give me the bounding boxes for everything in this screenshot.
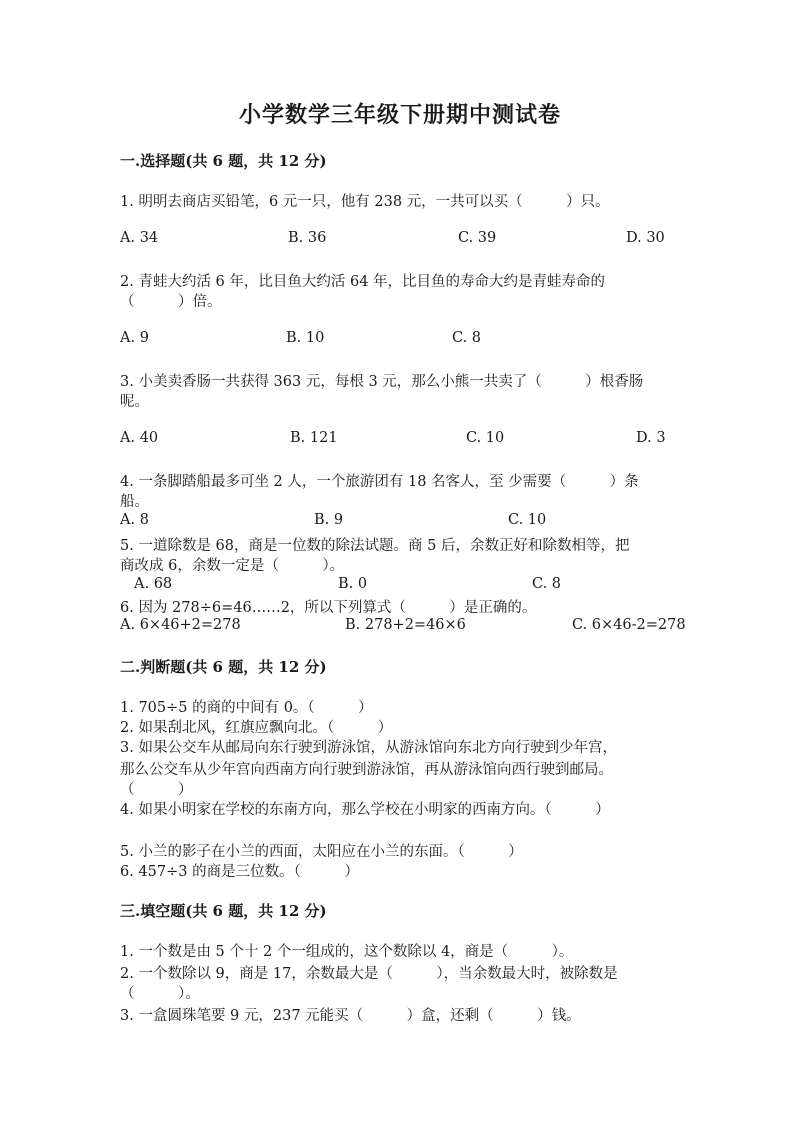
fill-blank-line: 1. 一个数是由 5 个十 2 个一组成的，这个数除以 4，商是（ ）。 (120, 944, 574, 960)
option-d: D. 3 (636, 430, 666, 446)
option-b: B. 36 (288, 230, 327, 246)
question-text: 1. 明明去商店买铅笔，6 元一只，他有 238 元，一共可以买（ ）只。 (120, 194, 610, 210)
option-b: B. 121 (290, 430, 338, 446)
judgment-line: 5. 小兰的影子在小兰的西面，太阳应在小兰的东面。（ ） (120, 844, 523, 860)
option-a: A. 40 (120, 430, 159, 446)
question-text: 6. 因为 278÷6=46……2，所以下列算式（ ）是正确的。 (120, 600, 537, 616)
judgment-line: 那么公交车从少年宫向西南方向行驶到游泳馆，再从游泳馆向西行驶到邮局。 (120, 762, 613, 778)
section-heading-fill-blank: 三.填空题(共 6 题，共 12 分) (120, 902, 327, 920)
judgment-line: 2. 如果刮北风，红旗应飘向北。（ ） (120, 720, 393, 736)
question-text: 2. 青蛙大约活 6 年，比目鱼大约活 64 年，比目鱼的寿命大约是青蛙寿命的 (120, 274, 606, 290)
option-c: C. 8 (532, 576, 562, 592)
option-a: A. 9 (120, 330, 149, 346)
fill-blank-line: 3. 一盒圆珠笔要 9 元，237 元能买（ ）盒，还剩（ ）钱。 (120, 1008, 581, 1024)
question-text: 呢。 (120, 394, 149, 410)
judgment-line: 4. 如果小明家在学校的东南方向，那么学校在小明家的西南方向。（ ） (120, 802, 610, 818)
option-a: A. 8 (120, 512, 149, 528)
judgment-line: （ ） (120, 782, 193, 798)
question-text: 3. 小美卖香肠一共获得 363 元，每根 3 元，那么小熊一共卖了（ ）根香肠 (120, 374, 644, 390)
question-text: 商改成 6，余数一定是（ ）。 (120, 558, 345, 574)
option-b: B. 10 (286, 330, 325, 346)
option-b: B. 0 (338, 576, 368, 592)
page-title: 小学数学三年级下册期中测试卷 (238, 102, 561, 128)
option-b: B. 278+2=46×6 (345, 617, 466, 633)
option-a: A. 6×46+2=278 (120, 617, 241, 633)
question-text: 4. 一条脚踏船最多可坐 2 人，一个旅游团有 18 名客人，至 少需要（ ）条 (120, 474, 639, 490)
option-c: C. 8 (452, 330, 482, 346)
question-text: 船。 (120, 494, 149, 510)
option-a: A. 68 (134, 576, 173, 592)
question-text: （ ）倍。 (120, 294, 222, 310)
option-c: C. 10 (508, 512, 547, 528)
section-heading-judgment: 二.判断题(共 6 题，共 12 分) (120, 658, 327, 676)
judgment-line: 6. 457÷3 的商是三位数。（ ） (120, 864, 359, 880)
option-a: A. 34 (120, 230, 159, 246)
option-c: C. 10 (466, 430, 505, 446)
option-d: D. 30 (626, 230, 665, 246)
fill-blank-line: 2. 一个数除以 9，商是 17，余数最大是（ ），当余数最大时，被除数是 (120, 966, 618, 982)
option-c: C. 6×46-2=278 (572, 617, 686, 633)
section-heading-choice: 一.选择题(共 6 题，共 12 分) (120, 152, 327, 170)
judgment-line: 3. 如果公交车从邮局向东行驶到游泳馆，从游泳馆向东北方向行驶到少年宫， (120, 740, 617, 756)
option-b: B. 9 (314, 512, 344, 528)
question-text: 5. 一道除数是 68，商是一位数的除法试题。商 5 后，余数正好和除数相等，把 (120, 538, 630, 554)
fill-blank-line: （ ）。 (120, 986, 200, 1002)
option-c: C. 39 (458, 230, 497, 246)
judgment-line: 1. 705÷5 的商的中间有 0。（ ） (120, 700, 373, 716)
